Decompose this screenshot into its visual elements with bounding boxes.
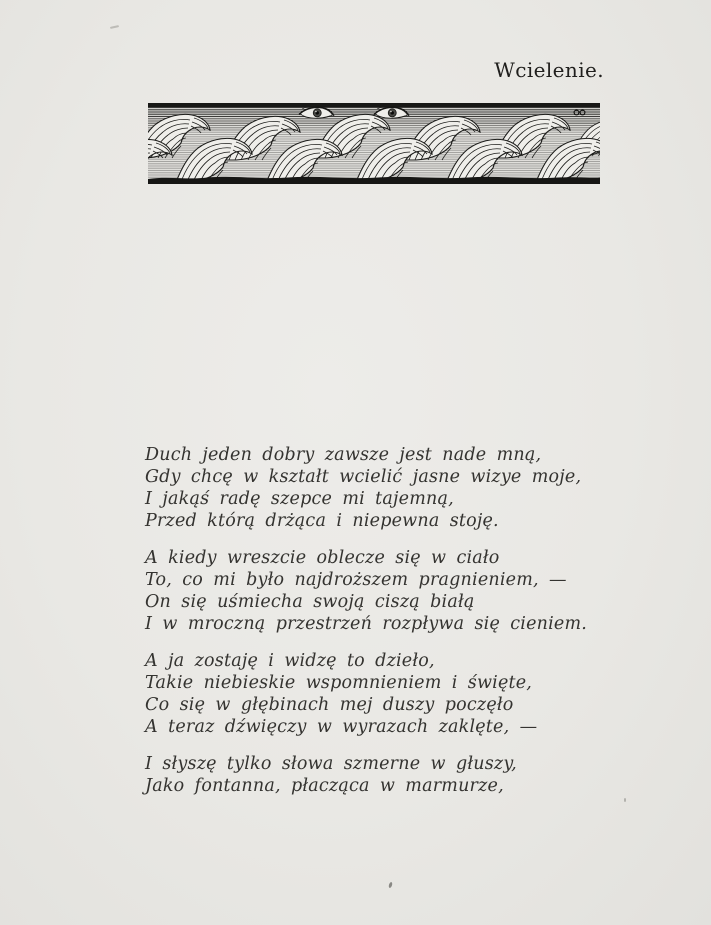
poem-title: Wcielenie. [494, 58, 604, 82]
ink-speck [388, 882, 393, 889]
poem-line: Gdy chcę w kształt wcielić jasne wizye moje, [145, 467, 582, 487]
stanza-3 [145, 650, 575, 738]
stanza-4 [145, 753, 575, 797]
poem-line: I jakąś radę szepce mi tajemną, [145, 489, 454, 509]
stanza-1 [145, 444, 582, 532]
paper-smudge [110, 25, 119, 29]
poem-line: To, co mi było najdroższem pragnieniem, — [145, 570, 567, 590]
poem-line: A ja zostaję i widzę to dzieło, [145, 651, 435, 671]
poem-line: Przed którą drżąca i niepewna stoję. [145, 511, 499, 531]
poem-line: I słyszę tylko słowa szmerne w głuszy, [145, 754, 517, 774]
ink-speck [624, 798, 626, 802]
poem-body [145, 444, 588, 812]
poem-line: Takie niebieskie wspomnieniem i święte, [145, 673, 533, 693]
poem-line: Co się w głębinach mej duszy poczęło [145, 695, 514, 715]
poem-line: A kiedy wreszcie oblecze się w ciało [145, 548, 500, 568]
poem-line: Jako fontanna, płacząca w marmurze, [145, 776, 504, 796]
poem-line: Duch jeden dobry zawsze jest nade mną, [145, 445, 542, 465]
poem-line: On się uśmiecha swoją ciszą białą [145, 592, 475, 612]
headpiece-woodcut-waves-eyes-icon [148, 103, 600, 184]
poem-line: I w mroczną przestrzeń rozpływa się cieniem. [145, 614, 588, 634]
stanza-2 [145, 547, 588, 635]
poem-line: A teraz dźwięczy w wyrazach zaklęte, — [145, 717, 538, 737]
